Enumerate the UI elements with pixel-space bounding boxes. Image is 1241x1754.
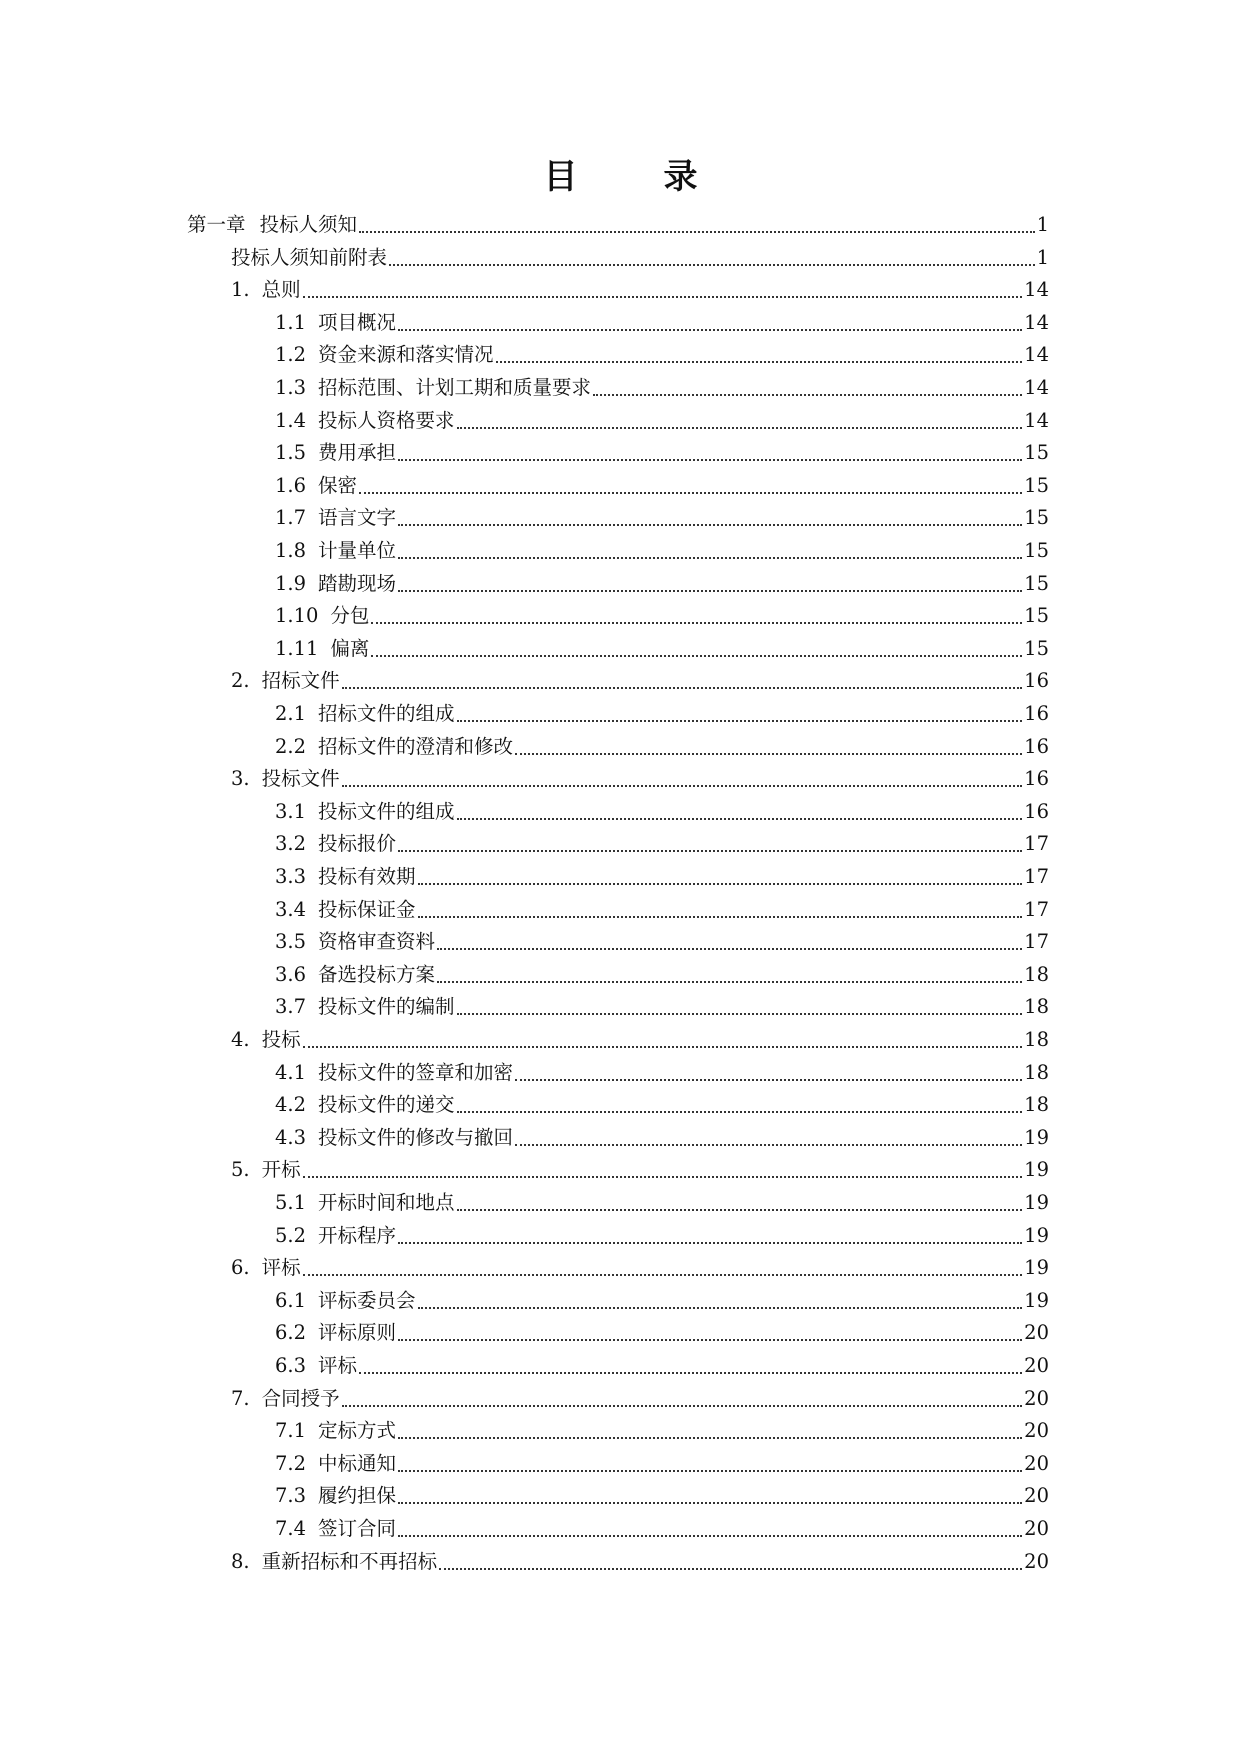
- toc-entry[interactable]: [275, 1314, 1049, 1346]
- toc-entry-label: 招标文件的澄清和修改: [318, 734, 514, 758]
- toc-entry[interactable]: [275, 923, 1049, 955]
- toc-entry-label: 投标报价: [318, 832, 397, 856]
- toc-entry-page-number: 15: [1024, 506, 1049, 530]
- toc-dot-leader: [389, 264, 1035, 266]
- toc-entry-page-number: 19: [1024, 1223, 1049, 1247]
- toc-entry-label: 资格审查资料: [318, 930, 436, 954]
- toc-entry-number: 1.3: [275, 376, 307, 399]
- toc-entry-label: 投标人须知前附表: [231, 245, 388, 269]
- toc-entry[interactable]: [231, 239, 1049, 271]
- toc-entry-label: 评标委员会: [318, 1288, 416, 1312]
- toc-entry[interactable]: [275, 1086, 1049, 1118]
- toc-entry-page-number: 19: [1024, 1191, 1049, 1214]
- toc-entry-label: 开标: [261, 1158, 301, 1182]
- toc-entry-label: 投标文件: [261, 767, 340, 791]
- toc-dot-leader: [371, 655, 1022, 657]
- toc-entry[interactable]: [275, 336, 1049, 368]
- toc-entry-label: 评标: [261, 1256, 301, 1280]
- toc-entry-label: 评标原则: [318, 1321, 397, 1345]
- toc-dot-leader: [303, 296, 1023, 298]
- toc-entry-label: 保密: [318, 473, 358, 497]
- toc-entry-label: 开标程序: [318, 1223, 397, 1247]
- toc-dot-leader: [398, 1535, 1022, 1537]
- toc-entry-label: 计量单位: [318, 539, 397, 562]
- toc-dot-leader: [371, 622, 1022, 624]
- toc-entry-label: 备选投标方案: [318, 962, 436, 986]
- toc-dot-leader: [515, 1144, 1022, 1146]
- toc-entry[interactable]: [231, 1380, 1049, 1412]
- toc-entry-number: 7.1: [275, 1419, 307, 1443]
- toc-entry[interactable]: [275, 1445, 1049, 1477]
- toc-entry-page-number: 20: [1024, 1354, 1049, 1377]
- toc-entry-page-number: 15: [1024, 604, 1049, 628]
- toc-dot-leader: [437, 948, 1022, 950]
- toc-dot-leader: [398, 590, 1022, 592]
- toc-entry-page-number: 20: [1024, 1549, 1049, 1573]
- toc-dot-leader: [398, 1437, 1022, 1439]
- toc-entry-number: 3.: [231, 767, 250, 791]
- toc-entry-label: 资金来源和落实情况: [318, 343, 494, 367]
- toc-dot-leader: [359, 231, 1035, 233]
- toc-entry-label: 投标保证金: [318, 897, 416, 921]
- toc-entry-page-number: 17: [1024, 865, 1049, 888]
- toc-dot-leader: [398, 850, 1022, 852]
- toc-entry-number: 3.3: [275, 865, 307, 888]
- toc-entry-number: 4.2: [275, 1093, 307, 1117]
- toc-entry-number: 3.7: [275, 995, 307, 1019]
- toc-entry-label: 项目概况: [318, 310, 397, 334]
- toc-entry-page-number: 15: [1024, 539, 1049, 562]
- toc-entry-page-number: 20: [1024, 1386, 1049, 1410]
- toc-entry-number: 4.1: [275, 1060, 307, 1084]
- toc-entry[interactable]: [275, 467, 1049, 499]
- toc-entry-label: 开标时间和地点: [318, 1191, 455, 1214]
- toc-entry-label: 偏离: [330, 636, 370, 660]
- toc-entry-number: 7.4: [275, 1517, 307, 1540]
- toc-dot-leader: [359, 492, 1022, 494]
- toc-entry-number: 7.2: [275, 1451, 307, 1475]
- toc-entry-number: 3.4: [275, 897, 307, 921]
- toc-entry-number: 2.2: [275, 734, 307, 758]
- toc-entry[interactable]: [275, 728, 1049, 760]
- toc-entry-page-number: 14: [1024, 278, 1049, 302]
- toc-entry[interactable]: [231, 662, 1049, 694]
- toc-entry-number: 4.3: [275, 1125, 307, 1149]
- toc-entry[interactable]: [231, 760, 1049, 792]
- toc-entry-page-number: 18: [1024, 1093, 1049, 1117]
- toc-entry-page-number: 18: [1024, 1028, 1049, 1051]
- toc-entry-page-number: 15: [1024, 473, 1049, 497]
- toc-dot-leader: [418, 883, 1023, 885]
- toc-entry-number: 1.11: [275, 636, 319, 660]
- toc-dot-leader: [398, 524, 1022, 526]
- toc-dot-leader: [398, 1339, 1022, 1341]
- toc-entry-page-number: 14: [1024, 310, 1049, 334]
- toc-entry[interactable]: [231, 1021, 1049, 1053]
- toc-entry-label: 招标文件: [261, 669, 340, 693]
- toc-entry[interactable]: [275, 499, 1049, 531]
- toc-entry[interactable]: [275, 988, 1049, 1020]
- toc-entry-label: 中标通知: [318, 1451, 397, 1475]
- toc-entry[interactable]: [275, 858, 1049, 890]
- toc-dot-leader: [398, 459, 1022, 461]
- toc-dot-leader: [398, 1502, 1022, 1504]
- toc-entry-page-number: 16: [1024, 799, 1049, 823]
- toc-entry-page-number: 14: [1024, 376, 1049, 399]
- toc-entry[interactable]: [231, 1543, 1049, 1575]
- toc-entry[interactable]: [231, 271, 1049, 303]
- toc-entry[interactable]: [275, 1510, 1049, 1542]
- toc-entry-number: 8.: [231, 1549, 250, 1573]
- toc-entry-label: 费用承担: [318, 441, 397, 465]
- toc-entry-page-number: 14: [1024, 408, 1049, 432]
- toc-entry-page-number: 16: [1024, 669, 1049, 693]
- toc-entry-label: 分包: [330, 604, 370, 628]
- toc-dot-leader: [457, 1209, 1023, 1211]
- toc-entry-page-number: 16: [1024, 734, 1049, 758]
- toc-entry-number: 3.2: [275, 832, 307, 856]
- toc-entry-page-number: 19: [1024, 1288, 1049, 1312]
- toc-entry-page-number: 14: [1024, 343, 1049, 367]
- toc-dot-leader: [418, 916, 1023, 918]
- toc-entry-label: 投标人资格要求: [318, 408, 455, 432]
- toc-entry-number: 3.1: [275, 799, 307, 823]
- toc-entry-page-number: 20: [1024, 1419, 1049, 1443]
- toc-entry-page-number: 20: [1024, 1321, 1049, 1345]
- toc-entry[interactable]: [275, 402, 1049, 434]
- toc-entry-number: 6.3: [275, 1354, 307, 1377]
- toc-entry[interactable]: [231, 1151, 1049, 1183]
- toc-entry-page-number: 17: [1024, 930, 1049, 954]
- toc-entry-number: 6.: [231, 1256, 250, 1280]
- toc-entry-page-number: 19: [1024, 1158, 1049, 1182]
- toc-entry-page-number: 15: [1024, 441, 1049, 465]
- toc-dot-leader: [342, 687, 1023, 689]
- toc-entry[interactable]: [275, 793, 1049, 825]
- toc-entry-label: 履约担保: [318, 1484, 397, 1508]
- toc-dot-leader: [457, 818, 1023, 820]
- toc-entry-page-number: 16: [1024, 767, 1049, 791]
- toc-entry-label: 评标: [318, 1354, 358, 1377]
- toc-entry-label: 投标文件的组成: [318, 799, 455, 823]
- toc-entry-number: 1.8: [275, 539, 307, 562]
- toc-entry[interactable]: [275, 630, 1049, 662]
- toc-dot-leader: [515, 753, 1022, 755]
- toc-entry-number: 1.2: [275, 343, 307, 367]
- toc-dot-leader: [398, 1242, 1022, 1244]
- toc-title-char-1: 目: [543, 157, 578, 197]
- toc-entry[interactable]: [275, 434, 1049, 466]
- toc-entry-number: 1.4: [275, 408, 307, 432]
- toc-entry-number: 6.1: [275, 1288, 307, 1312]
- toc-entry[interactable]: [275, 1184, 1049, 1216]
- toc-dot-leader: [593, 394, 1022, 396]
- toc-entry[interactable]: [275, 891, 1049, 923]
- toc-entry-label: 投标文件的修改与撤回: [318, 1125, 514, 1149]
- toc-entry-page-number: 15: [1024, 571, 1049, 595]
- toc-entry-label: 投标文件的签章和加密: [318, 1060, 514, 1084]
- toc-dot-leader: [515, 1079, 1022, 1081]
- toc-dot-leader: [457, 427, 1023, 429]
- toc-entry-label: 招标文件的组成: [318, 702, 455, 725]
- toc-entry-number: 1.: [231, 278, 250, 302]
- toc-entry-number: 7.3: [275, 1484, 307, 1508]
- toc-entry-number: 7.: [231, 1386, 250, 1410]
- toc-dot-leader: [303, 1274, 1023, 1276]
- toc-title: [0, 152, 1241, 202]
- toc-entry-page-number: 19: [1024, 1125, 1049, 1149]
- toc-entry[interactable]: [275, 532, 1049, 564]
- toc-entry-number: 3.6: [275, 962, 307, 986]
- toc-entry[interactable]: [275, 597, 1049, 629]
- toc-dot-leader: [496, 361, 1023, 363]
- toc-entry-page-number: 15: [1024, 636, 1049, 660]
- toc-entry-page-number: 1: [1036, 245, 1049, 269]
- toc-entry-number: 1.7: [275, 506, 307, 530]
- toc-entry[interactable]: [231, 1249, 1049, 1281]
- toc-entry[interactable]: [275, 565, 1049, 597]
- toc-entry-page-number: 1: [1036, 213, 1049, 236]
- toc-entry-page-number: 20: [1024, 1451, 1049, 1475]
- toc-entry-number: 1.9: [275, 571, 307, 595]
- toc-entry-label: 踏勘现场: [318, 571, 397, 595]
- toc-entry[interactable]: [275, 825, 1049, 857]
- toc-entry-number: 3.5: [275, 930, 307, 954]
- toc-dot-leader: [439, 1568, 1022, 1570]
- toc-dot-leader: [303, 1176, 1023, 1178]
- toc-dot-leader: [437, 981, 1022, 983]
- toc-entry-number: 5.1: [275, 1191, 307, 1214]
- toc-entry-label: 投标有效期: [318, 865, 416, 888]
- toc-entry-label: 签订合同: [318, 1517, 397, 1540]
- toc-dot-leader: [342, 1405, 1023, 1407]
- toc-dot-leader: [457, 1013, 1023, 1015]
- toc-entry-page-number: 18: [1024, 1060, 1049, 1084]
- toc-entry-number: 1.5: [275, 441, 307, 465]
- toc-entry-number: 5.: [231, 1158, 250, 1182]
- toc-entry[interactable]: [275, 1217, 1049, 1249]
- toc-entry-page-number: 16: [1024, 702, 1049, 725]
- toc-entry-page-number: 20: [1024, 1517, 1049, 1540]
- toc-entry-label: 投标文件的递交: [318, 1093, 455, 1117]
- toc-entry[interactable]: [275, 304, 1049, 336]
- toc-dot-leader: [398, 329, 1022, 331]
- toc-entry-label: 重新招标和不再招标: [261, 1549, 438, 1573]
- toc-entry-label: 合同授予: [261, 1386, 340, 1410]
- toc-entry-page-number: 17: [1024, 897, 1049, 921]
- toc-entry[interactable]: [187, 206, 1049, 238]
- toc-entry[interactable]: [275, 1412, 1049, 1444]
- toc-entry[interactable]: [275, 956, 1049, 988]
- toc-title-char-2: 录: [663, 157, 698, 197]
- toc-entry-page-number: 20: [1024, 1484, 1049, 1508]
- toc-entry-label: 投标人须知: [259, 213, 358, 236]
- toc-dot-leader: [398, 1470, 1022, 1472]
- toc-entry[interactable]: [275, 1054, 1049, 1086]
- toc-entry-number: 2.: [231, 669, 250, 693]
- toc-entry-label: 语言文字: [318, 506, 397, 530]
- toc-entry-page-number: 19: [1024, 1256, 1049, 1280]
- toc-entry-label: 投标文件的编制: [318, 995, 455, 1019]
- toc-dot-leader: [342, 785, 1023, 787]
- toc-entry-number: 第一章: [187, 213, 246, 236]
- toc-entry[interactable]: [275, 1282, 1049, 1314]
- toc-entry[interactable]: [275, 1477, 1049, 1509]
- toc-entry-label: 定标方式: [318, 1419, 397, 1443]
- toc-dot-leader: [359, 1372, 1022, 1374]
- toc-dot-leader: [457, 1111, 1023, 1113]
- toc-entry-number: 4.: [231, 1028, 250, 1051]
- toc-entry-page-number: 18: [1024, 995, 1049, 1019]
- toc-entry-page-number: 17: [1024, 832, 1049, 856]
- toc-entry[interactable]: [275, 695, 1049, 727]
- toc-dot-leader: [303, 1046, 1023, 1048]
- toc-entry-number: 6.2: [275, 1321, 307, 1345]
- toc-entry-number: 5.2: [275, 1223, 307, 1247]
- toc-entry[interactable]: [275, 1119, 1049, 1151]
- toc-entry-number: 1.1: [275, 310, 307, 334]
- toc-entry-number: 1.10: [275, 604, 319, 628]
- toc-entry-number: 1.6: [275, 473, 307, 497]
- toc-entry-label: 投标: [261, 1028, 301, 1051]
- toc-dot-leader: [418, 1307, 1023, 1309]
- toc-entry-label: 招标范围、计划工期和质量要求: [318, 376, 592, 399]
- toc-dot-leader: [398, 557, 1022, 559]
- toc-entry[interactable]: [275, 369, 1049, 401]
- toc-entry-number: 2.1: [275, 702, 307, 725]
- toc-entry-label: 总则: [261, 278, 301, 302]
- toc-entry-page-number: 18: [1024, 962, 1049, 986]
- toc-entry[interactable]: [275, 1347, 1049, 1379]
- toc-dot-leader: [457, 720, 1023, 722]
